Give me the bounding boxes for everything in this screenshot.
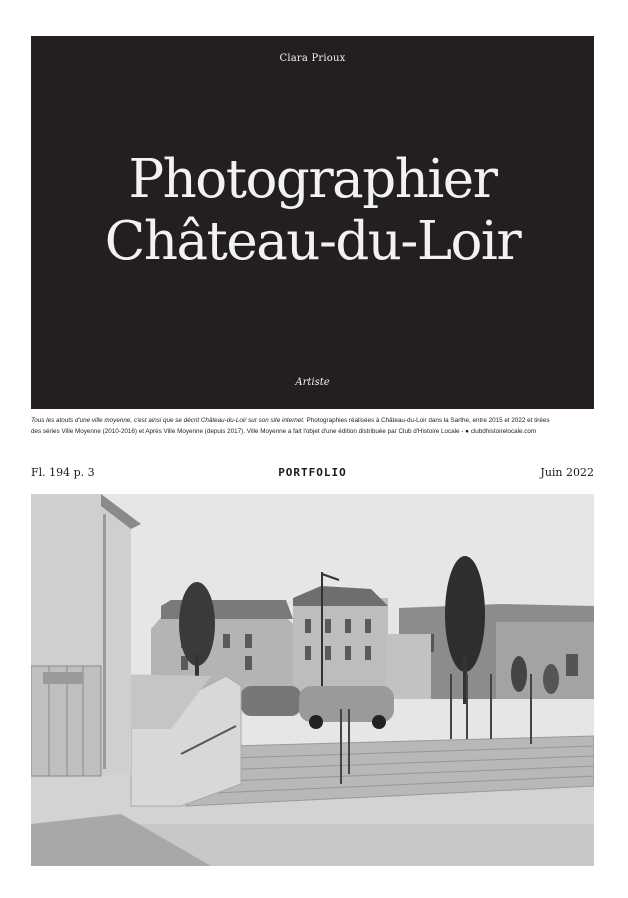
title-line-1: Photographier [128,149,497,210]
town-square-photo [31,494,594,866]
issue-date: Juin 2022 [540,466,594,479]
caption-lead: Tous les atouts d'une ville moyenne, c'est ainsi que se décrit Château-du-Loir sur son site internet. [31,417,305,424]
caption-line-1-rest: Photographies réalisées à Château-du-Loir dans la Sarthe, entre 2015 et 2022 et tirées [304,417,550,424]
issue-number: Fl. 194 p. 3 [31,466,95,479]
caption-site-link[interactable]: clubdhistoirelocale.com [470,427,537,435]
cover-title [31,149,594,273]
author-name: Clara Prioux [279,53,346,64]
page-meta [31,466,594,482]
caption-line-1 [31,416,594,427]
cover-block [31,36,594,409]
caption-line-2 [31,427,594,438]
section-label: PORTFOLIO [278,466,347,479]
title-line-2: Château-du-Loir [104,211,521,272]
caption-line-2-text: des séries Ville Moyenne (2010-2016) et Après Ville Moyenne (depuis 2017). Ville Moyenne a fait l'objet d'une édition distribuée par Club d'Histoire Locale - [31,427,464,435]
globe-icon: ● [465,427,469,435]
author-role: Artiste [295,377,330,388]
caption [31,416,594,437]
